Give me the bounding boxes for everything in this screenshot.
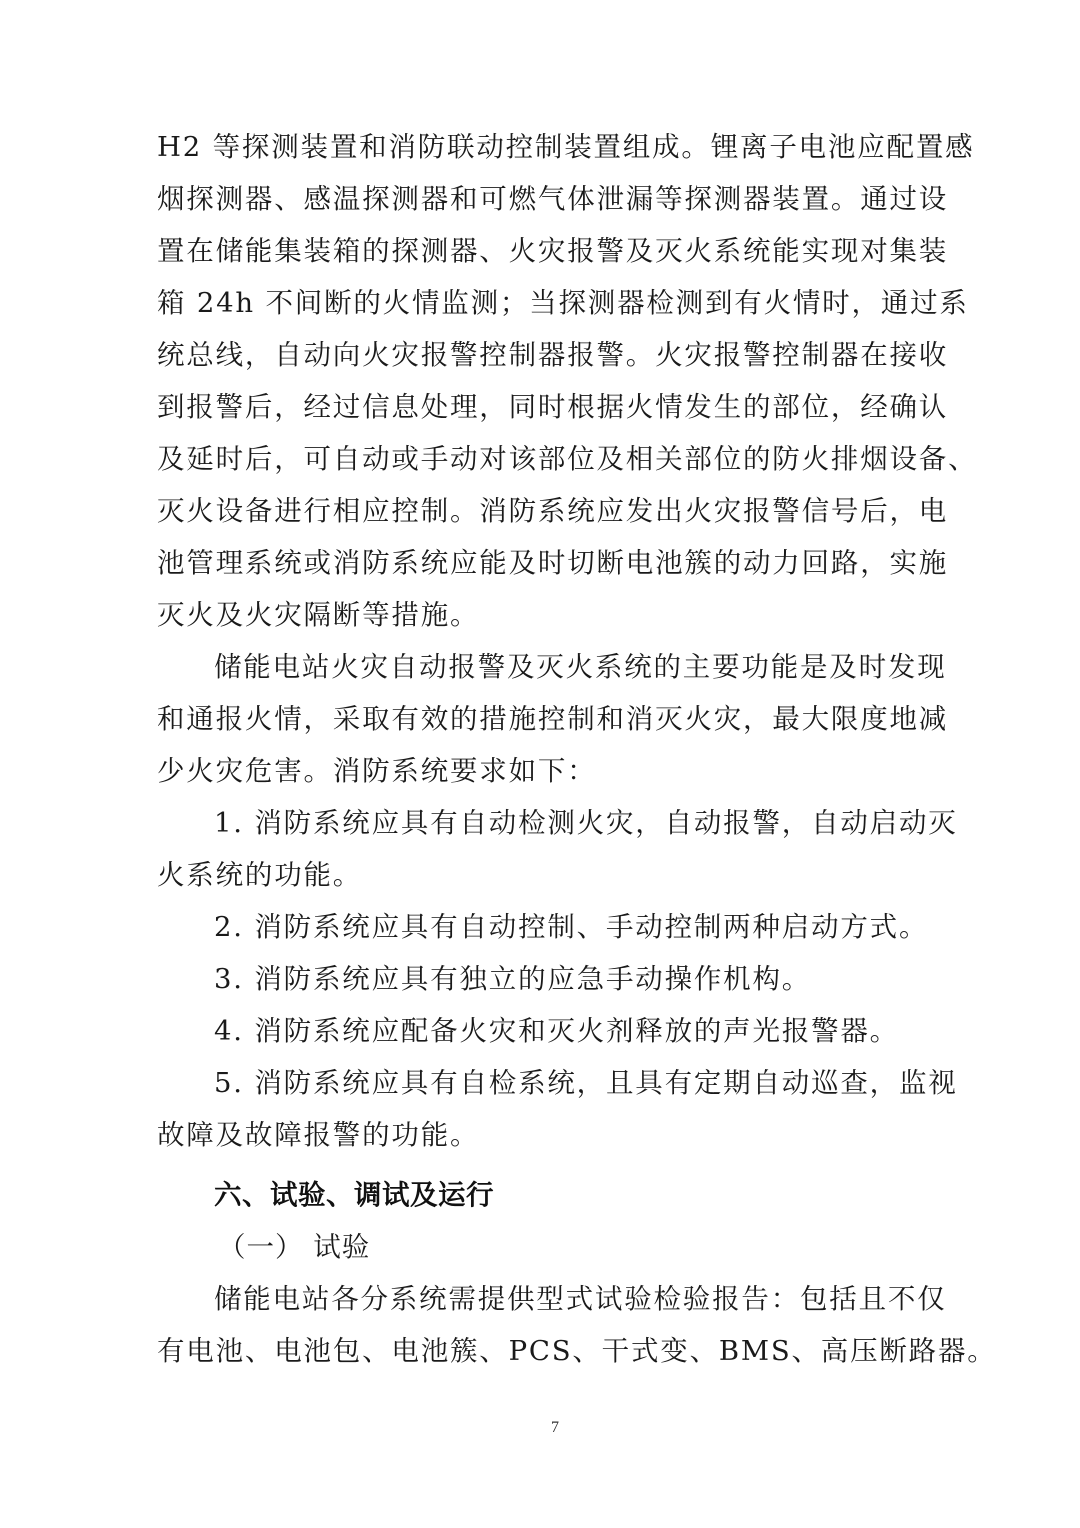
paragraph-line: 统总线，自动向火灾报警控制器报警。火灾报警控制器在接收 bbox=[157, 339, 949, 371]
paragraph-line: H2 等探测装置和消防联动控制装置组成。锂离子电池应配置感 bbox=[157, 131, 975, 163]
paragraph-line: 灭火设备进行相应控制。消防系统应发出火灾报警信号后，电 bbox=[157, 495, 949, 527]
paragraph-line: 储能电站火灾自动报警及灭火系统的主要功能是及时发现 bbox=[214, 651, 947, 683]
list-item-3: 3. 消防系统应具有独立的应急手动操作机构。 bbox=[214, 963, 812, 995]
paragraph-line: 灭火及火灾隔断等措施。 bbox=[157, 599, 480, 631]
paragraph-line: 少火灾危害。消防系统要求如下： bbox=[157, 755, 597, 787]
paragraph-line: 有电池、电池包、电池簇、PCS、干式变、BMS、高压断路器。 bbox=[157, 1335, 997, 1367]
paragraph-line: 置在储能集装箱的探测器、火灾报警及灭火系统能实现对集装 bbox=[157, 235, 949, 267]
paragraph-line: 烟探测器、感温探测器和可燃气体泄漏等探测器装置。通过设 bbox=[157, 183, 949, 215]
list-item-2: 2. 消防系统应具有自动控制、手动控制两种启动方式。 bbox=[214, 911, 929, 943]
page-number: 7 bbox=[551, 1419, 559, 1436]
subsection-heading: （一） 试验 bbox=[218, 1231, 371, 1263]
list-item-1: 1. 消防系统应具有自动检测火灾，自动报警，自动启动灭 bbox=[214, 807, 958, 839]
paragraph-line: 和通报火情，采取有效的措施控制和消灭火灾，最大限度地减 bbox=[157, 703, 949, 735]
section-heading: 六、试验、调试及运行 bbox=[214, 1179, 494, 1211]
paragraph-line: 箱 24h 不间断的火情监测；当探测器检测到有火情时，通过系 bbox=[157, 287, 969, 319]
list-item-1-continued: 火系统的功能。 bbox=[157, 859, 363, 891]
paragraph-line: 储能电站各分系统需提供型式试验检验报告：包括且不仅 bbox=[214, 1283, 947, 1315]
paragraph-line: 及延时后，可自动或手动对该部位及相关部位的防火排烟设备、 bbox=[157, 443, 978, 475]
list-item-4: 4. 消防系统应配备火灾和灭火剂释放的声光报警器。 bbox=[214, 1015, 899, 1047]
list-item-5-continued: 故障及故障报警的功能。 bbox=[157, 1119, 480, 1151]
paragraph-line: 池管理系统或消防系统应能及时切断电池簇的动力回路，实施 bbox=[157, 547, 949, 579]
paragraph-line: 到报警后，经过信息处理，同时根据火情发生的部位，经确认 bbox=[157, 391, 949, 423]
list-item-5: 5. 消防系统应具有自检系统，且具有定期自动巡查，监视 bbox=[214, 1067, 958, 1099]
